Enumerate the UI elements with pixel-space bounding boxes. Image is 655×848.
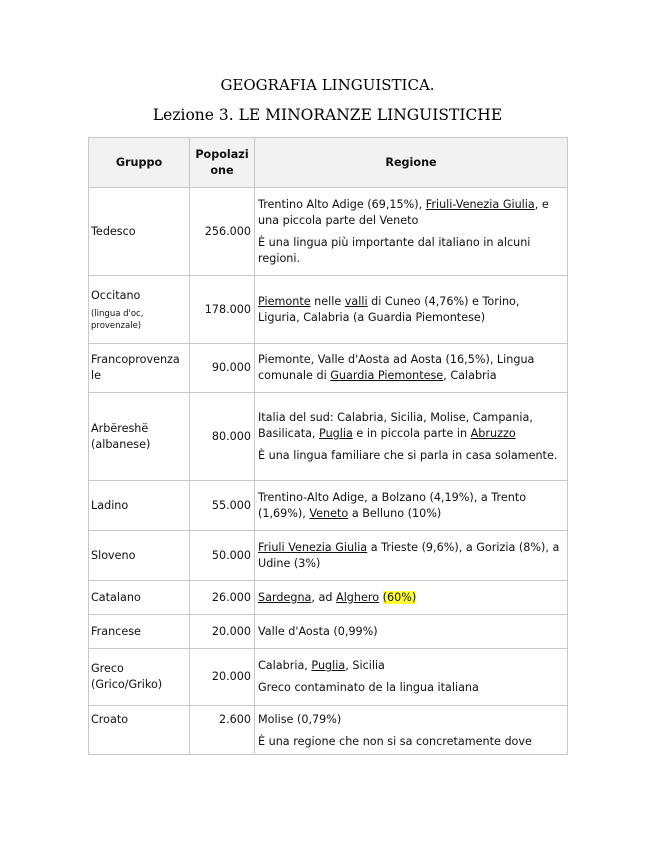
regione-text: Friuli Venezia Giulia a Trieste (9,6%), a Gorizia (8%), a Udine (3%) xyxy=(258,540,560,570)
highlight-percent: (60%) xyxy=(382,590,417,604)
regione-note: È una lingua più importante dal italiano in alcuni regioni. xyxy=(258,235,531,265)
cell-regione xyxy=(255,649,568,706)
cell-gruppo: Greco (Grico/Griko) xyxy=(89,649,190,706)
cell-regione xyxy=(255,481,568,531)
cell-regione xyxy=(255,615,568,649)
cell-regione xyxy=(255,188,568,276)
table-row xyxy=(89,531,568,581)
cell-popolazione: 20.000 xyxy=(190,649,255,706)
table-row xyxy=(89,188,568,276)
cell-gruppo: Croato xyxy=(89,706,190,755)
cell-gruppo xyxy=(89,276,190,344)
cell-popolazione: 2.600 xyxy=(190,706,255,755)
regione-text: Valle d'Aosta (0,99%) xyxy=(258,624,378,638)
regione-note: Greco contaminato de la lingua italiana xyxy=(258,681,479,694)
document-title: GEOGRAFIA LINGUISTICA. xyxy=(220,76,435,94)
link-piemonte[interactable]: Piemonte xyxy=(258,294,311,308)
regione-note: È una regione che non si sa concretamente dove xyxy=(258,735,532,748)
cell-popolazione: 26.000 xyxy=(190,581,255,615)
table-row xyxy=(89,649,568,706)
cell-regione xyxy=(255,393,568,481)
lesson-title: Lezione 3. LE MINORANZE LINGUISTICHE xyxy=(152,106,503,124)
table-row xyxy=(89,615,568,649)
cell-popolazione: 90.000 xyxy=(190,344,255,393)
regione-text: Italia del sud: Calabria, Sicilia, Molise, Campania, Basilicata, Puglia e in piccola parte in Abruzzo xyxy=(258,410,533,440)
cell-popolazione: 55.000 xyxy=(190,481,255,531)
cell-regione xyxy=(255,276,568,344)
cell-regione xyxy=(255,344,568,393)
col-header-popolazione: Popolazi one xyxy=(190,138,255,188)
cell-regione xyxy=(255,706,568,755)
cell-gruppo: Francoprovenza le xyxy=(89,344,190,393)
link-valli[interactable]: valli xyxy=(344,294,368,308)
cell-regione xyxy=(255,581,568,615)
regione-text: Piemonte nelle valli di Cuneo (4,76%) e Torino, Liguria, Calabria (a Guardia Piemontese) xyxy=(258,294,520,324)
table-header-row xyxy=(89,138,568,188)
regione-text: Trentino-Alto Adige, a Bolzano (4,19%), a Trento (1,69%), Veneto a Belluno (10%) xyxy=(258,490,527,520)
link-friuli-venezia-giulia[interactable]: Friuli-Venezia Giulia xyxy=(425,197,535,211)
minorities-table xyxy=(88,137,568,755)
link-friuli-venezia-giulia[interactable]: Friuli Venezia Giulia xyxy=(258,540,368,554)
link-veneto[interactable]: Veneto xyxy=(309,506,349,520)
cell-regione xyxy=(255,531,568,581)
cell-popolazione: 256.000 xyxy=(190,188,255,276)
link-sardegna[interactable]: Sardegna xyxy=(258,590,312,604)
link-guardia-piemontese[interactable]: Guardia Piemontese xyxy=(330,369,444,382)
cell-popolazione: 178.000 xyxy=(190,276,255,344)
cell-popolazione: 50.000 xyxy=(190,531,255,581)
table-row xyxy=(89,344,568,393)
regione-text: Trentino Alto Adige (69,15%), Friuli-Venezia Giulia, e una piccola parte del Veneto xyxy=(258,197,549,227)
link-abruzzo[interactable]: Abruzzo xyxy=(470,426,516,440)
table-row xyxy=(89,393,568,481)
link-puglia[interactable]: Puglia xyxy=(319,426,353,440)
col-header-regione: Regione xyxy=(255,138,568,188)
link-puglia[interactable]: Puglia xyxy=(311,659,346,672)
gruppo-name: Occitano xyxy=(91,288,141,302)
cell-gruppo: Catalano xyxy=(89,581,190,615)
cell-popolazione: 20.000 xyxy=(190,615,255,649)
table-row xyxy=(89,706,568,755)
regione-text: Piemonte, Valle d'Aosta ad Aosta (16,5%), Lingua comunale di Guardia Piemontese, Calabria xyxy=(258,353,535,382)
link-alghero[interactable]: Alghero xyxy=(336,590,380,604)
table-row xyxy=(89,581,568,615)
table-row xyxy=(89,276,568,344)
table-row xyxy=(89,481,568,531)
regione-text: Molise (0,79%) xyxy=(258,713,342,726)
cell-popolazione: 80.000 xyxy=(190,393,255,481)
cell-gruppo: Tedesco xyxy=(89,188,190,276)
cell-gruppo: Arbëreshë (albanese) xyxy=(89,393,190,481)
regione-text: Sardegna, ad Alghero (60%) xyxy=(258,590,417,604)
cell-gruppo: Sloveno xyxy=(89,531,190,581)
cell-gruppo: Ladino xyxy=(89,481,190,531)
col-header-gruppo: Gruppo xyxy=(89,138,190,188)
gruppo-note: (lingua d'oc, provenzale) xyxy=(91,308,144,331)
cell-gruppo: Francese xyxy=(89,615,190,649)
regione-note: È una lingua familiare che si parla in casa solamente. xyxy=(258,448,558,462)
regione-text: Calabria, Puglia, Sicilia xyxy=(258,659,385,672)
